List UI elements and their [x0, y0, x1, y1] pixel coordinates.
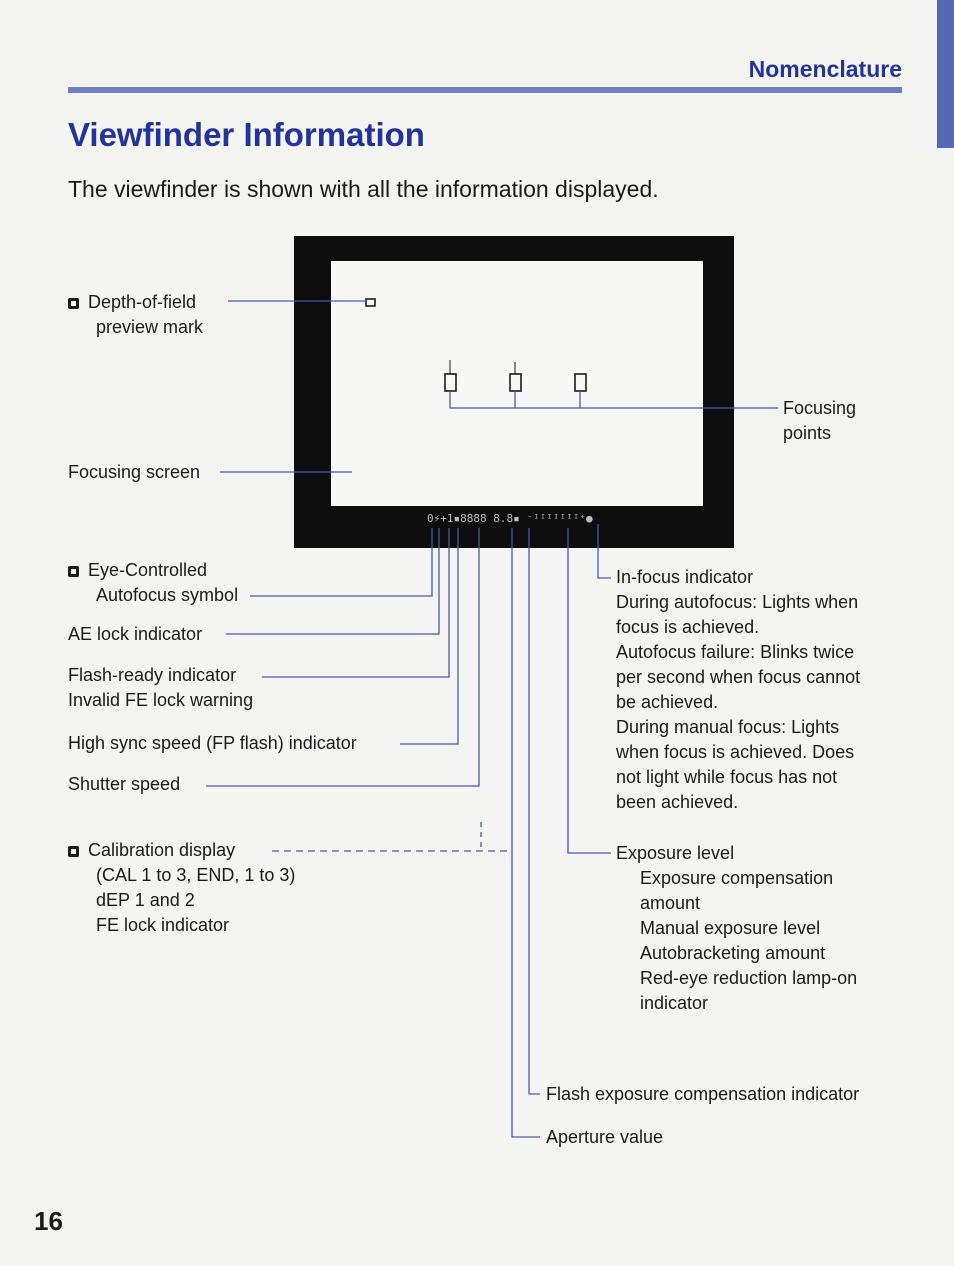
label-eye-controlled-af: Eye-Controlled Autofocus symbol: [68, 558, 238, 608]
label-flash-ready: Flash-ready indicator Invalid FE lock warning: [68, 665, 254, 710]
label-in-focus: In-focus indicator During autofocus: Lights when focus is achieved. Autofocus failure: Blinks twice per second when focus cannot be achieved. During manual focus: Lights when focus is achieved. Does not light while focus has not been achieved.: [616, 567, 861, 812]
section-label: Nomenclature: [748, 56, 902, 82]
label-flash-exposure-comp: Flash exposure compensation indicator: [546, 1084, 860, 1104]
reference-mark-icon: [68, 298, 79, 309]
label-aperture-value: Aperture value: [546, 1127, 664, 1147]
label-shutter-speed: Shutter speed: [68, 774, 181, 794]
label-calibration: Calibration display (CAL 1 to 3, END, 1 to 3) dEP 1 and 2 FE lock indicator: [68, 838, 295, 938]
label-depth-of-field: Depth-of-field preview mark: [68, 290, 203, 340]
label-focusing-points: Focusing points: [783, 398, 857, 443]
lcd-readout: 0⚡+1▪8888 8.8▪ ⁻ᴵᴵᴵᴵᴵᴵᴵ⁺●: [427, 512, 593, 525]
intro-text: The viewfinder is shown with all the information displayed.: [68, 176, 659, 202]
page-title: Viewfinder Information: [68, 116, 425, 153]
label-exposure-level: Exposure level Exposure compensation amount Manual exposure level Autobracketing amount Red-eye reduction lamp-on indicator: [616, 843, 858, 1013]
label-high-sync: High sync speed (FP flash) indicator: [68, 733, 357, 753]
label-ae-lock: AE lock indicator: [68, 624, 203, 644]
focusing-screen-area: [331, 261, 703, 506]
label-focusing-screen: Focusing screen: [68, 462, 201, 482]
reference-mark-icon: [68, 846, 79, 857]
reference-mark-icon: [68, 566, 79, 577]
page-number: 16: [34, 1206, 63, 1236]
